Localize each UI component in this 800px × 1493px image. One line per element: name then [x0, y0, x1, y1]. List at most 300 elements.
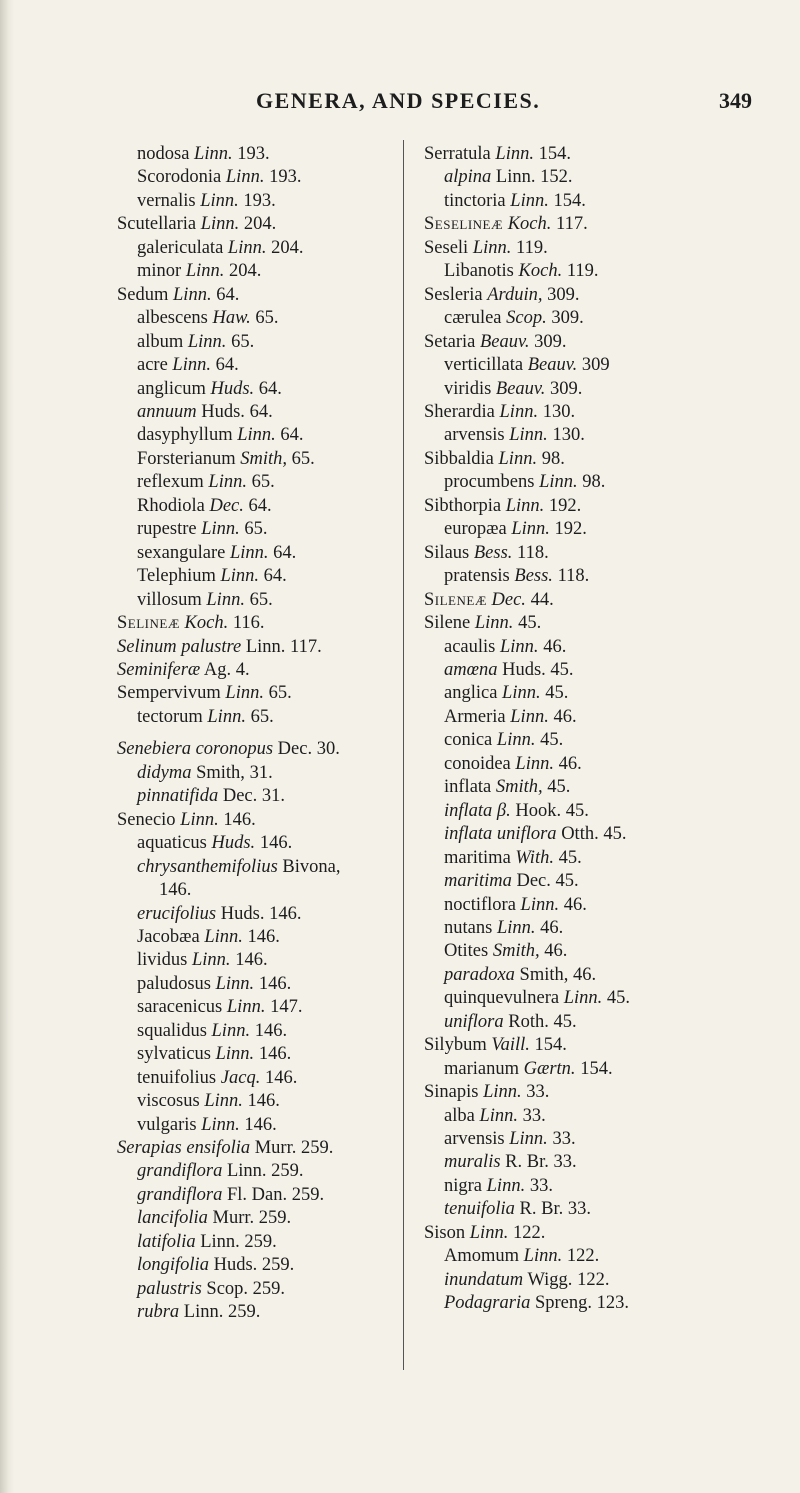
author-abbrev: Linn.: [498, 448, 538, 469]
page-reference: 118.: [557, 566, 590, 587]
page-reference: 65.: [231, 331, 255, 352]
page-reference: 259.: [244, 1231, 277, 1252]
page-reference: 146.: [159, 880, 192, 901]
author-abbrev: Linn.: [215, 1044, 255, 1065]
page-reference: 46.: [543, 636, 567, 657]
taxon-name: dasyphyllum: [137, 425, 233, 446]
author-abbrev: Linn.: [245, 636, 286, 657]
page-reference: 146.: [235, 950, 268, 971]
index-entry: [117, 354, 407, 377]
author-abbrev: Wigg.: [527, 1269, 573, 1290]
index-entry: [117, 926, 407, 949]
taxon-name: annuum: [137, 401, 197, 422]
author-abbrev: Linn.: [539, 472, 578, 493]
taxon-name: longifolia: [137, 1255, 209, 1276]
author-abbrev: Linn.: [192, 950, 231, 971]
index-entry: [117, 471, 407, 494]
page-gutter-shadow: [0, 0, 14, 1493]
taxon-name: Silybum: [424, 1035, 487, 1056]
index-entry: [117, 1231, 407, 1254]
author-abbrev: Linn.: [204, 926, 243, 947]
author-abbrev: Bess.: [514, 566, 553, 587]
index-entry: [424, 166, 774, 189]
page-reference: 45.: [565, 800, 589, 821]
taxon-name: nodosa: [137, 144, 190, 164]
page-reference: 65.: [268, 683, 292, 704]
author-abbrev: Linn.: [483, 1082, 522, 1103]
taxon-name: Sherardia: [424, 401, 495, 422]
index-entry: [424, 190, 774, 213]
index-entry: [117, 495, 407, 518]
author-abbrev: Linn.: [563, 988, 603, 1009]
taxon-name: arvensis: [444, 425, 505, 446]
page-reference: 309: [581, 355, 610, 376]
index-entry: [117, 331, 407, 354]
taxon-name: arvensis: [444, 1129, 505, 1150]
page-reference: 204.: [271, 237, 304, 258]
author-abbrev: Linn.: [523, 1246, 563, 1267]
author-abbrev: Linn.: [225, 683, 264, 704]
author-abbrev: Linn.: [173, 284, 212, 305]
index-entry: [424, 612, 774, 635]
page-reference: 154.: [580, 1058, 613, 1079]
taxon-name: europæa: [444, 519, 507, 540]
taxon-name: Senebiera coronopus: [117, 739, 274, 760]
taxon-name: Silaus: [424, 542, 470, 563]
taxon-name: rupestre: [137, 519, 197, 540]
index-entry: [424, 1128, 774, 1151]
taxon-name: Sibbaldia: [424, 448, 494, 469]
taxon-name: palustris: [137, 1278, 202, 1299]
page-reference: 117.: [556, 214, 588, 235]
index-entry: [117, 1278, 407, 1301]
page-reference: 309.: [534, 331, 567, 352]
author-abbrev: Dec.: [491, 589, 526, 610]
taxon-name: Forsterianum: [137, 448, 236, 469]
page-number: 349: [719, 88, 752, 113]
taxon-name: saracenicus: [137, 997, 223, 1018]
author-abbrev: Linn.: [486, 1175, 526, 1196]
page-reference: 64.: [258, 378, 282, 399]
page-reference: 45.: [553, 1011, 577, 1032]
page-reference: 33.: [552, 1129, 576, 1150]
taxon-name: tectorum: [137, 706, 203, 727]
taxon-name: Podagraria: [444, 1293, 531, 1314]
taxon-name: uniflora: [444, 1011, 504, 1032]
taxon-name: Setaria: [424, 331, 476, 352]
author-abbrev: Koch.: [518, 261, 563, 282]
running-title: GENERA, AND SPECIES.: [256, 88, 541, 113]
author-abbrev: Linn.: [509, 1129, 548, 1150]
author-abbrev: Huds.: [201, 401, 245, 422]
page-reference: 4.: [235, 659, 250, 680]
page-reference: 45.: [558, 847, 582, 868]
index-entry: [117, 589, 407, 612]
page-reference: 119.: [566, 261, 599, 282]
taxon-name: amœna: [444, 659, 498, 680]
page-reference: 45.: [518, 613, 542, 634]
column-divider: [403, 140, 404, 1370]
author-abbrev: Linn.: [183, 1302, 224, 1323]
taxon-name: pratensis: [444, 566, 510, 587]
page-reference: 204.: [229, 261, 262, 282]
taxon-name: conica: [444, 730, 493, 751]
index-entry: [117, 448, 407, 471]
page-reference: 65.: [250, 706, 274, 727]
index-entry: [424, 870, 774, 893]
index-entry: [117, 1090, 407, 1113]
author-abbrev: Linn.: [185, 261, 225, 282]
index-entry: [117, 973, 407, 996]
index-entry: [424, 706, 774, 729]
page-reference: 31.: [261, 786, 285, 807]
taxon-name: nutans: [444, 917, 493, 938]
index-entry: [424, 213, 774, 236]
taxon-name: album: [137, 331, 184, 352]
author-abbrev: Murr.: [254, 1138, 297, 1159]
author-abbrev: Ag.: [203, 659, 232, 680]
index-entry: [424, 800, 774, 823]
page-reference: 154.: [553, 190, 586, 211]
index-entry: [424, 565, 774, 588]
taxon-name: tenuifolius: [137, 1067, 217, 1088]
taxon-name: Sibthorpia: [424, 495, 502, 516]
taxon-name: verticillata: [444, 355, 524, 376]
index-entry: [424, 729, 774, 752]
taxon-name: maritima: [444, 871, 512, 892]
index-entry: [424, 659, 774, 682]
author-abbrev: Beauv.: [527, 355, 578, 376]
taxon-name: acaulis: [444, 636, 496, 657]
taxon-name: galericulata: [137, 237, 224, 258]
page-reference: 309.: [547, 284, 580, 305]
index-entry: [117, 659, 407, 682]
index-entry: [117, 213, 407, 236]
author-abbrev: Linn.: [187, 331, 227, 352]
author-abbrev: Linn.: [200, 214, 240, 235]
taxon-name: quinquevulnera: [444, 988, 560, 1009]
taxon-name: aquaticus: [137, 833, 207, 854]
index-entry: [117, 307, 407, 330]
page-reference: 33.: [553, 1152, 577, 1173]
taxon-name: Seseli: [424, 237, 469, 258]
index-entry: [117, 1254, 407, 1277]
index-entry: [117, 785, 407, 808]
index-entry: [424, 940, 774, 963]
taxon-name: Sesleria: [424, 284, 483, 305]
page-reference: 146.: [264, 1067, 298, 1088]
page-reference: 193.: [243, 190, 276, 211]
author-abbrev: Linn.: [208, 472, 247, 493]
taxon-name: Senecio: [117, 809, 176, 830]
author-abbrev: R. Br.: [519, 1199, 564, 1220]
author-abbrev: Murr.: [212, 1208, 255, 1229]
author-abbrev: Fl. Dan.: [226, 1184, 288, 1205]
author-abbrev: Linn.: [510, 706, 549, 727]
index-entry: [117, 143, 407, 166]
index-entry: [117, 809, 407, 832]
index-entry: [117, 1043, 407, 1066]
author-abbrev: Dec.: [222, 786, 258, 807]
taxon-name: vulgaris: [137, 1114, 197, 1135]
author-abbrev: Linn.: [511, 519, 550, 540]
page-reference: 33.: [526, 1082, 550, 1103]
page-reference: 119.: [516, 237, 548, 258]
author-abbrev: Scop.: [506, 308, 547, 329]
taxon-name: Otites: [444, 941, 489, 962]
taxon-name: Sison: [424, 1222, 466, 1243]
author-abbrev: Linn.: [469, 1222, 509, 1243]
taxon-name: minor: [137, 261, 182, 282]
page-reference: 146.: [254, 1020, 288, 1041]
page-reference: 64.: [273, 542, 297, 563]
author-abbrev: Linn.: [206, 589, 245, 610]
taxon-name: paradoxa: [444, 964, 515, 985]
taxon-name: Scutellaria: [117, 214, 197, 235]
author-abbrev: Linn.: [505, 495, 545, 516]
taxon-name: anglica: [444, 683, 498, 704]
author-abbrev: Dec.: [209, 495, 244, 516]
author-abbrev: Linn.: [500, 636, 539, 657]
index-entry: [424, 518, 774, 541]
page-reference: 259.: [271, 1161, 304, 1182]
taxon-name: acre: [137, 355, 168, 376]
author-abbrev: Koch.: [507, 214, 552, 235]
index-entry: [424, 1292, 774, 1315]
author-abbrev: Linn.: [201, 519, 240, 540]
index-entry: [424, 471, 774, 494]
index-entry: [424, 894, 774, 917]
taxon-name: alpina: [444, 167, 492, 188]
author-abbrev: Linn.: [201, 1114, 240, 1135]
index-entry: [117, 949, 407, 972]
author-abbrev: Linn.: [479, 1105, 518, 1126]
page-reference: 65.: [255, 308, 279, 329]
author-abbrev: Linn.: [180, 809, 219, 830]
page-reference: 33.: [567, 1199, 591, 1220]
taxon-name: didyma: [137, 762, 192, 783]
author-abbrev: Linn.: [509, 425, 548, 446]
taxon-name: latifolia: [137, 1231, 196, 1252]
index-entry: [424, 682, 774, 705]
page-reference: 309.: [550, 378, 583, 399]
taxon-name: muralis: [444, 1152, 501, 1173]
author-abbrev: Linn.: [172, 355, 211, 376]
author-abbrev: Linn.: [215, 973, 255, 994]
index-entry: [117, 1067, 407, 1090]
taxon-name: Scorodonia: [137, 167, 222, 188]
page-reference: 45.: [547, 777, 571, 798]
author-abbrev: Linn.: [229, 542, 269, 563]
index-entry: [424, 143, 774, 166]
author-abbrev: Smith,: [240, 448, 288, 469]
author-abbrev: Linn.: [200, 190, 239, 211]
taxon-name: squalidus: [137, 1020, 207, 1041]
index-entry: [117, 903, 407, 926]
taxon-name: erucifolius: [137, 903, 217, 924]
author-abbrev: Smith,: [196, 762, 245, 783]
taxon-name: vernalis: [137, 190, 196, 211]
taxon-name: grandiflora: [137, 1161, 223, 1182]
index-entry: [117, 1160, 407, 1183]
taxon-name: Silene: [424, 613, 471, 634]
index-entry: [424, 1198, 774, 1221]
page-reference: 259.: [258, 1208, 292, 1229]
taxon-name: tinctoria: [444, 190, 506, 211]
author-abbrev: Smith,: [495, 777, 543, 798]
page-reference: 146.: [258, 973, 292, 994]
taxon-name: albescens: [137, 308, 208, 329]
index-entry: [117, 1184, 407, 1207]
author-abbrev: Smith,: [519, 964, 569, 985]
index-entry: [424, 847, 774, 870]
page-reference: 146.: [259, 833, 293, 854]
page-reference: 46.: [563, 894, 587, 915]
page-reference: 204.: [243, 214, 277, 235]
page-reference: 118.: [517, 542, 549, 563]
page-reference: 192.: [548, 495, 582, 516]
page-reference: 130.: [552, 425, 585, 446]
index-entry: [424, 260, 774, 283]
index-entry: [424, 495, 774, 518]
author-abbrev: Huds.: [220, 903, 265, 924]
page-reference: 122.: [577, 1269, 610, 1290]
index-entry: [117, 190, 407, 213]
taxon-name: procumbens: [444, 472, 535, 493]
index-entry: [117, 1301, 407, 1324]
index-entry: [424, 542, 774, 565]
taxon-name: viridis: [444, 378, 492, 399]
taxon-name: Selineæ: [117, 613, 180, 634]
index-entry: [117, 1114, 407, 1137]
index-entry: [424, 1175, 774, 1198]
author-abbrev: Linn.: [472, 237, 512, 258]
index-entry: [117, 1137, 407, 1160]
index-entry: [424, 354, 774, 377]
taxon-name: Sempervivum: [117, 683, 221, 704]
index-entry: [424, 1105, 774, 1128]
author-abbrev: With.: [515, 847, 554, 868]
author-abbrev: Jacq.: [220, 1067, 261, 1088]
page-reference: 259.: [291, 1184, 325, 1205]
author-abbrev: Linn.: [204, 1091, 243, 1112]
page-reference: 45.: [603, 824, 627, 845]
index-entry: [117, 166, 407, 189]
author-abbrev: Huds.: [502, 659, 546, 680]
taxon-name: conoidea: [444, 753, 511, 774]
author-abbrev: Vaill.: [491, 1035, 530, 1056]
index-column-left: [117, 143, 407, 1325]
page-reference: 146.: [247, 1091, 280, 1112]
author-abbrev: Linn.: [499, 401, 539, 422]
index-entry: [424, 1011, 774, 1034]
index-entry: [117, 284, 407, 307]
author-abbrev: Bess.: [473, 542, 513, 563]
author-abbrev: Linn.: [227, 237, 267, 258]
author-abbrev: Linn.: [211, 1020, 251, 1041]
page-reference: 46.: [553, 706, 577, 727]
index-entry: [117, 401, 407, 424]
taxon-name: marianum: [444, 1058, 520, 1079]
page-reference: 130.: [542, 401, 576, 422]
taxon-name: inflata β.: [444, 800, 511, 821]
author-abbrev: Linn.: [194, 144, 233, 164]
author-abbrev: Linn.: [237, 425, 276, 446]
index-entry: [424, 1269, 774, 1292]
index-entry: [424, 237, 774, 260]
index-entry: [117, 1207, 407, 1230]
taxon-name: Seminiferæ: [117, 659, 201, 680]
taxon-name: rubra: [137, 1302, 180, 1323]
taxon-name: viscosus: [137, 1091, 200, 1112]
page-reference: 45.: [550, 659, 574, 680]
taxon-name: Sedum: [117, 284, 169, 305]
taxon-name: Selinum palustre: [117, 636, 242, 657]
page-reference: 146.: [244, 1114, 277, 1135]
index-entry: [424, 964, 774, 987]
author-abbrev: Gærtn.: [523, 1058, 576, 1079]
page-reference: 46.: [540, 917, 564, 938]
page-reference: 152.: [540, 167, 573, 188]
author-abbrev: Haw.: [212, 308, 251, 329]
taxon-name: tenuifolia: [444, 1199, 515, 1220]
page-reference: 146.: [258, 1044, 292, 1065]
page-reference: 65.: [249, 589, 273, 610]
index-entry: [424, 1245, 774, 1268]
index-entry: [117, 237, 407, 260]
page-reference: 65.: [291, 448, 315, 469]
taxon-name: Serratula: [424, 144, 491, 164]
page-reference: 122.: [566, 1246, 600, 1267]
index-entry: [424, 1081, 774, 1104]
author-abbrev: Linn.: [225, 167, 265, 188]
author-abbrev: Arduin,: [487, 284, 543, 305]
author-abbrev: Linn.: [226, 1161, 267, 1182]
author-abbrev: Bivona,: [282, 856, 341, 877]
author-abbrev: Smith,: [492, 941, 540, 962]
index-entry: [117, 518, 407, 541]
author-abbrev: Beauv.: [495, 378, 546, 399]
taxon-name: Serapias ensifolia: [117, 1138, 251, 1159]
index-entry: [424, 1034, 774, 1057]
taxon-name: sexangulare: [137, 542, 226, 563]
index-entry: [117, 832, 407, 855]
page-reference: 259.: [252, 1278, 286, 1299]
taxon-name: inundatum: [444, 1269, 524, 1290]
page-reference: 193.: [237, 144, 270, 164]
index-entry: [117, 1020, 407, 1043]
taxon-name: villosum: [137, 589, 202, 610]
index-entry: [117, 424, 407, 447]
page-reference: 30.: [316, 739, 340, 760]
taxon-name: Sileneæ: [424, 589, 487, 610]
page-reference: 46.: [544, 941, 568, 962]
index-entry: [117, 260, 407, 283]
author-abbrev: Beauv.: [480, 331, 530, 352]
taxon-name: anglicum: [137, 378, 206, 399]
page-reference: 116.: [232, 613, 265, 634]
page-reference: 64.: [248, 495, 272, 516]
author-abbrev: Koch.: [184, 613, 229, 634]
index-entry: [424, 331, 774, 354]
page-reference: 64.: [249, 401, 273, 422]
author-abbrev: Dec.: [516, 871, 551, 892]
index-entry: [117, 636, 407, 659]
page-reference: 146.: [269, 903, 302, 924]
page-reference: 193.: [269, 167, 302, 188]
page-reference: 64.: [216, 284, 240, 305]
index-entry: [424, 284, 774, 307]
